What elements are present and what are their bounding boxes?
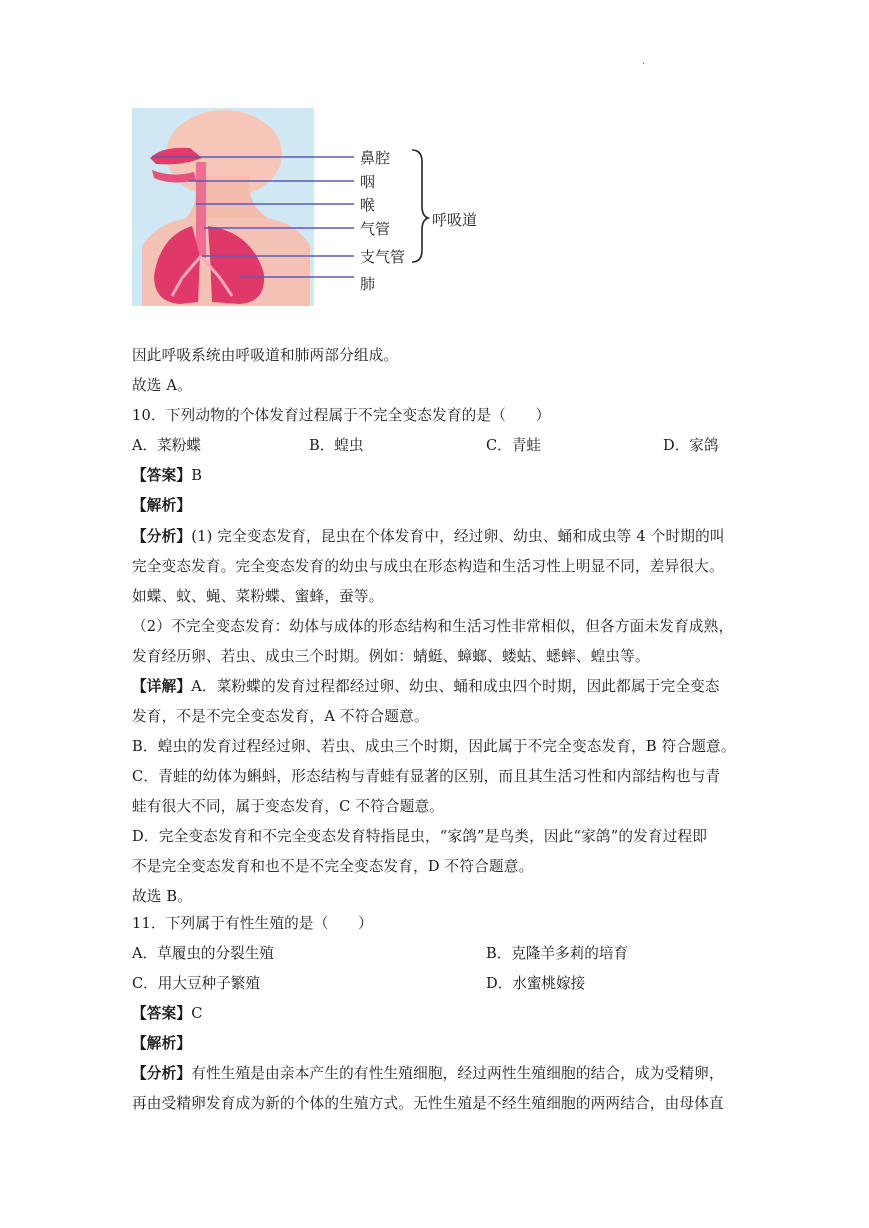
q10-detail-5: 蛙有很大不同，属于变态发育，C 不符合题意。 xyxy=(132,798,445,815)
q10-option-d: D．家鸽 xyxy=(663,437,719,454)
q11-analysis-2: 再由受精卵发育成为新的个体的生殖方式。无性生殖是不经生殖细胞的两两结合，由母体直 xyxy=(132,1095,724,1112)
label-trachea: 气管 xyxy=(360,220,391,238)
page-dot: . xyxy=(642,56,646,67)
detail-tag: 【详解】 xyxy=(132,678,192,695)
label-larynx: 喉 xyxy=(360,196,376,214)
answer-value: B xyxy=(191,467,203,484)
q11-option-c: C．用大豆种子繁殖 xyxy=(132,975,260,992)
label-respiratory-tract: 呼吸道 xyxy=(432,211,478,229)
conclusion-line: 因此呼吸系统由呼吸道和肺两部分组成。 xyxy=(132,347,399,364)
detail-text: A．菜粉蝶的发育过程都经过卵、幼虫、蛹和成虫四个时期，因此都属于完全变态 xyxy=(191,678,720,695)
q11-analysis-heading: 【解析】 xyxy=(132,1035,192,1052)
q10-analysis-4: （2）不完全变态发育：幼体与成体的形态结构和生活习性非常相似，但各方面未发育成熟， xyxy=(132,618,734,635)
question-10: 10．下列动物的个体发育过程属于不完全变态发育的是（ ） xyxy=(132,407,551,424)
analysis-text: (1) 完全变态发育，昆虫在个体发育中，经过卵、幼虫、蛹和成虫等 4 个时期的叫 xyxy=(191,528,725,545)
q10-detail-4: C．青蛙的幼体为蝌蚪，形态结构与青蛙有显著的区别，而且其生活习性和内部结构也与青 xyxy=(132,768,721,785)
analysis-tag: 【分析】 xyxy=(132,1065,192,1082)
brace-shape xyxy=(412,150,428,262)
q10-answer xyxy=(132,466,202,486)
q10-detail-6: D．完全变态发育和不完全变态发育特指昆虫，“家鸽”是鸟类，因此“家鸽”的发育过程即 xyxy=(132,828,708,845)
q10-detail-1 xyxy=(132,677,720,697)
q10-conclusion: 故选 B。 xyxy=(132,888,193,905)
q10-detail-3: B．蝗虫的发育过程经过卵、若虫、成虫三个时期，因此属于不完全变态发育，B 符合题意。 xyxy=(132,738,736,755)
q11-answer xyxy=(132,1004,203,1024)
label-nasal-cavity: 鼻腔 xyxy=(360,149,391,167)
answer-choice-line: 故选 A。 xyxy=(132,377,192,394)
label-lung: 肺 xyxy=(360,275,376,293)
q11-analysis-1 xyxy=(132,1064,724,1084)
q10-analysis-3: 如蝶、蚊、蝇、菜粉蝶、蜜蜂，蚕等。 xyxy=(132,588,384,605)
q10-analysis-5: 发育经历卵、若虫、成虫三个时期。例如：蜻蜓、蟑螂、蝼蛄、蟋蟀、蝗虫等。 xyxy=(132,648,650,665)
q10-detail-7: 不是完全变态发育和也不是不完全变态发育，D 不符合题意。 xyxy=(132,858,534,875)
answer-tag: 【答案】 xyxy=(132,1005,192,1022)
q11-option-b: B．克隆羊多莉的培育 xyxy=(486,945,629,962)
q10-option-c: C．青蛙 xyxy=(486,437,541,454)
analysis-text: 有性生殖是由亲本产生的有性生殖细胞，经过两性生殖细胞的结合，成为受精卵， xyxy=(191,1065,724,1082)
label-bronchi: 支气管 xyxy=(360,248,406,266)
q10-analysis-heading: 【解析】 xyxy=(132,497,192,514)
answer-value: C xyxy=(191,1005,203,1022)
label-pharynx: 咽 xyxy=(360,173,376,191)
respiratory-system-figure xyxy=(132,106,492,312)
analysis-tag: 【分析】 xyxy=(132,528,192,545)
q11-option-d: D．水蜜桃嫁接 xyxy=(486,975,586,992)
answer-tag: 【答案】 xyxy=(132,467,192,484)
trachea-shape xyxy=(196,162,206,258)
q11-option-a: A．草履虫的分裂生殖 xyxy=(132,945,274,962)
question-11: 11．下列属于有性生殖的是（ ） xyxy=(132,915,373,932)
q10-option-b: B．蝗虫 xyxy=(309,437,364,454)
q10-detail-2: 发育，不是不完全变态发育，A 不符合题意。 xyxy=(132,708,429,725)
q10-analysis-1 xyxy=(132,527,725,547)
q10-analysis-2: 完全变态发育。完全变态发育的幼虫与成虫在形态构造和生活习性上明显不同，差异很大。 xyxy=(132,558,724,575)
q10-option-a: A．菜粉蝶 xyxy=(132,437,201,454)
